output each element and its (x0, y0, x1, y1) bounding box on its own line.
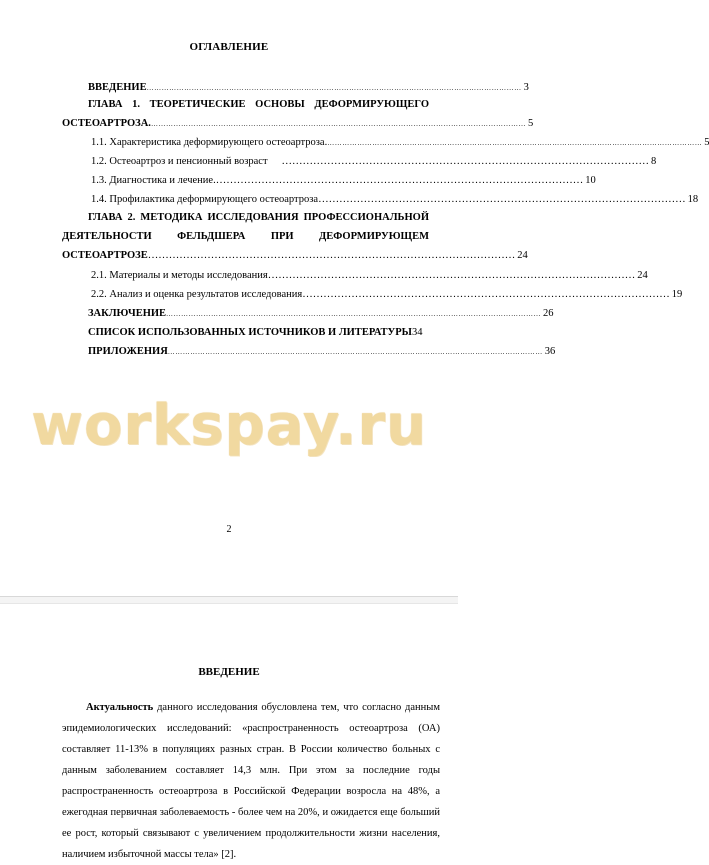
page-separator (0, 596, 458, 604)
toc-entry-label: 1.1. Характеристика деформирующего остеоартроза. (91, 137, 328, 148)
intro-body: данного исследования обусловлена тем, что согласно данным эпидемиологических исследований: «распространенность остеоартроза (ОА) составляет 11-13% в популяциях разных стран. В России количество больных с данным заболеванием составляет 14,3 млн. При этом за последние годы распространенность остеоартроза в Российской Федерации возросла на 48%, а ежегодная первичная заболеваемость - более чем на 20%, и ожидается еще больший ее рост, который связывают с увеличением продолжительности жизни населения, наличием избыточной массы тела» [2]. (62, 702, 440, 860)
toc-entry-label-line: ДЕЯТЕЛЬНОСТИ ФЕЛЬДШЕРА ПРИ ДЕФОРМИРУЮЩЕМ (62, 231, 429, 242)
toc-entry-page: 24 (637, 270, 648, 281)
toc-entry (88, 344, 556, 360)
toc-entry (88, 154, 657, 169)
toc-leader: …………………………………………………………………………………………………………………………………… (166, 310, 542, 318)
toc-title: ОГЛАВЛЕНИЕ (189, 41, 269, 53)
toc-leader: …………………………………………………………………………………………………………………………………… (150, 120, 526, 128)
intro-paragraph (62, 697, 440, 865)
toc-entry-page: 5 (527, 118, 534, 129)
toc-entry-label: ОСТЕОАРТРОЗЕ (62, 250, 148, 261)
toc-entry (88, 268, 648, 283)
section-title: ВВЕДЕНИЕ (198, 666, 260, 678)
toc-entry-label: СПИСОК ИСПОЛЬЗОВАННЫХ ИСТОЧНИКОВ И ЛИТЕРАТУРЫ (88, 327, 412, 338)
intro-lead: Актуальность (86, 702, 154, 713)
watermark: workspay.ru (31, 393, 427, 458)
toc-entry-page: 18 (687, 194, 699, 205)
toc-leader: …………………………………………………………………………………………… (318, 194, 686, 205)
document-page-2 (0, 604, 458, 860)
toc-entry-label: ЗАКЛЮЧЕНИЕ (88, 308, 167, 319)
toc-entry-page: 3 (523, 82, 529, 93)
toc-entry-page: 24 (517, 250, 528, 261)
toc-entry (88, 287, 683, 302)
page-number: 2 (226, 524, 232, 535)
toc-entry (88, 135, 709, 151)
toc-entry-label: 2.1. Материалы и методы исследования (91, 270, 268, 281)
toc-entry (88, 306, 554, 322)
toc-entry-label-line: ГЛАВА 2. МЕТОДИКА ИССЛЕДОВАНИЯ ПРОФЕССИОНАЛЬНОЙ (88, 212, 429, 223)
toc-leader: …………………………………………………………………………………………… (302, 289, 670, 300)
toc-entry-label: ОСТЕОАРТРОЗА. (62, 118, 151, 129)
toc-entry (88, 325, 429, 340)
toc-entry (62, 248, 528, 263)
toc-entry-label: 2.2. Анализ и оценка результатов исследования (91, 289, 303, 300)
toc-leader: …………………………………………………………………………………………………………………………………… (146, 84, 522, 92)
toc-entry-label: 1.3. Диагностика и лечение. (91, 175, 216, 186)
toc-leader: …………………………………………………………………………………………… (215, 175, 584, 186)
toc-entry-label: ПРИЛОЖЕНИЯ (88, 346, 168, 357)
toc-entry-label: 1.4. Профилактика деформирующего остеоартроза (91, 194, 319, 205)
toc-leader: …………………………………………………………………………………………………………………………………… (327, 139, 703, 147)
toc-entry (88, 80, 529, 96)
toc-entry-page: 8 (651, 156, 657, 167)
toc-entry (62, 116, 534, 132)
toc-entry-page: 10 (585, 175, 596, 186)
toc-entry-page: 5 (704, 137, 709, 148)
toc-entry-label-line: ГЛАВА 1. ТЕОРЕТИЧЕСКИЕ ОСНОВЫ ДЕФОРМИРУЮЩЕГО (88, 99, 429, 110)
toc-entry-label: 1.2. Остеоартроз и пенсионный возраст (91, 156, 268, 167)
toc-leader: …………………………………………………………………………………………………………………………………… (167, 348, 543, 356)
toc-entry-page: 26 (543, 308, 554, 319)
toc-entry-page: 19 (671, 289, 683, 300)
toc-entry-page: 36 (544, 346, 556, 357)
toc-entry-page: 34 (411, 327, 423, 338)
toc-entry (88, 192, 699, 207)
toc-entry (88, 173, 596, 188)
toc-leader: …………………………………………………………………………………………… (147, 250, 516, 261)
toc-leader: …………………………………………………………………………………………… (281, 156, 650, 167)
toc-entry-label: ВВЕДЕНИЕ (88, 82, 147, 93)
toc-leader: …………………………………………………………………………………………… (267, 270, 636, 281)
